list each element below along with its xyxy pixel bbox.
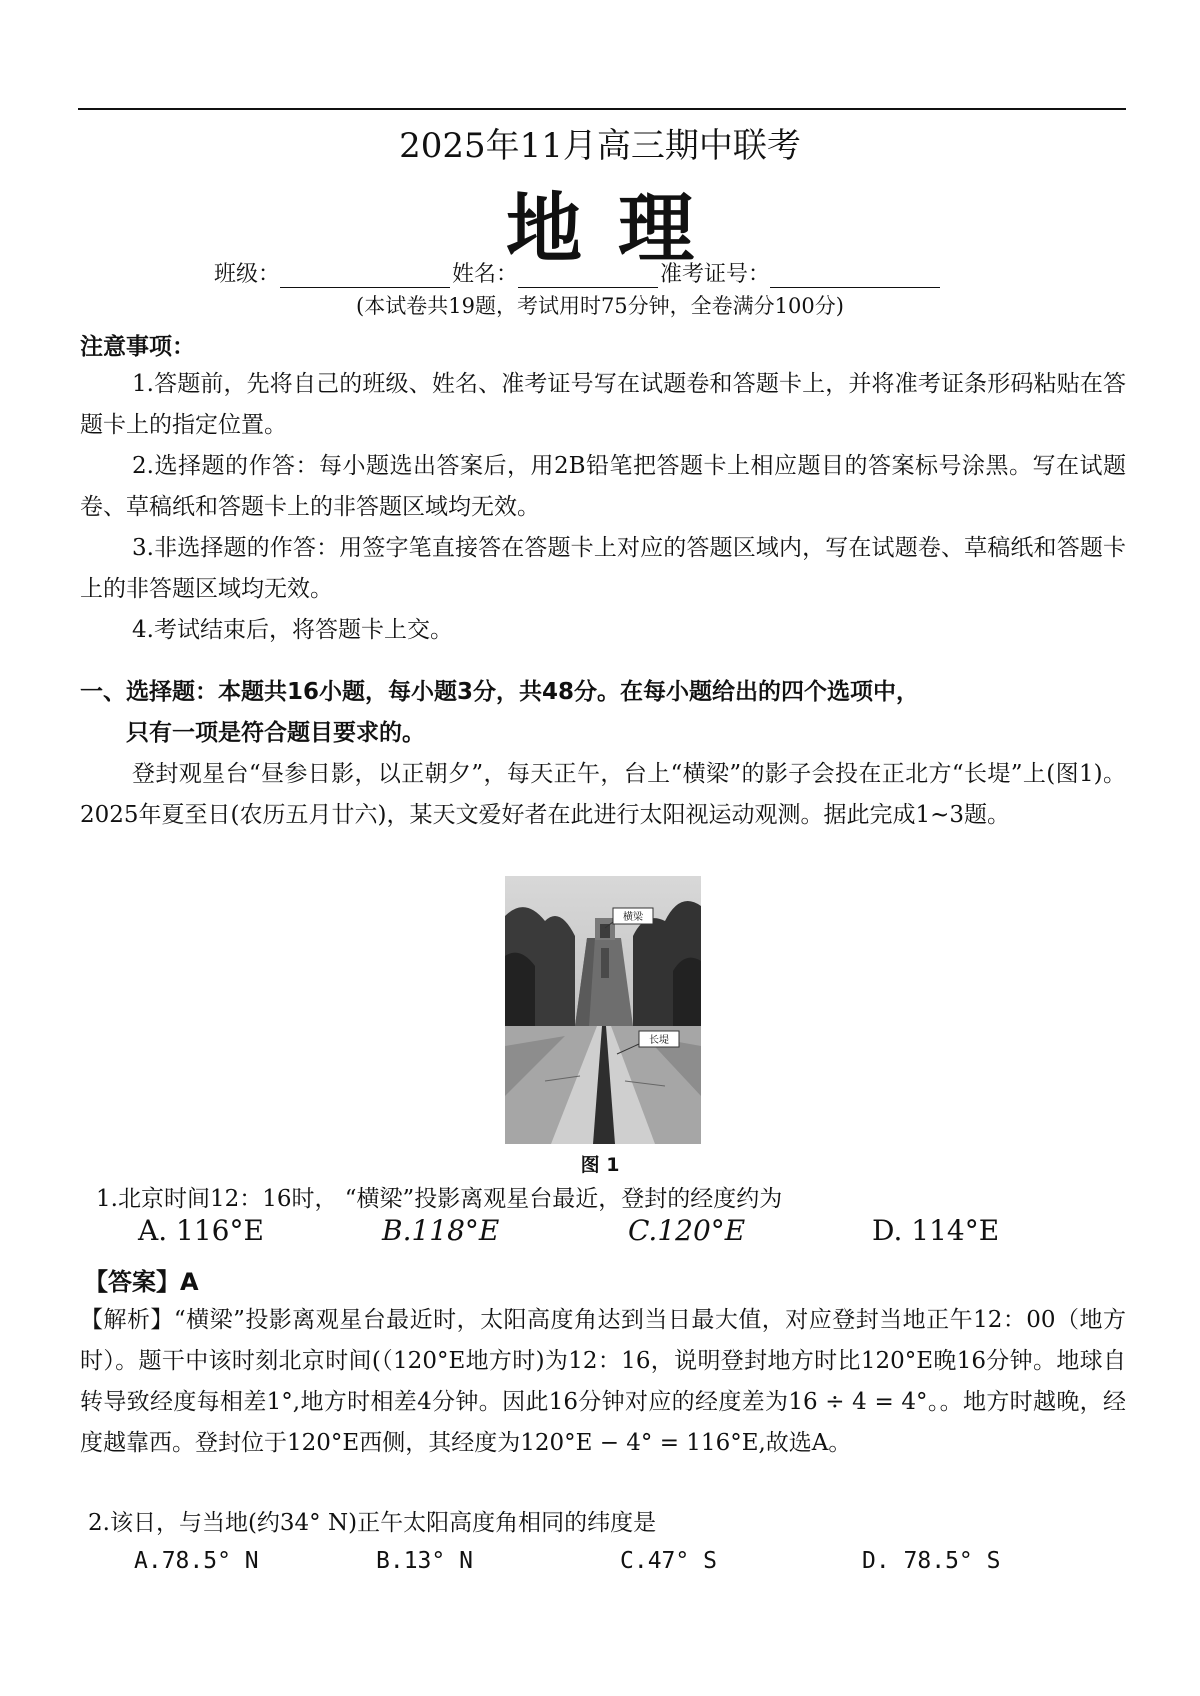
figure-caption: 图 1 [580, 1154, 620, 1176]
observatory-illustration [505, 876, 701, 1144]
q2-option-d[interactable]: D. 78.5° S [862, 1548, 1001, 1574]
section-heading-line2: 只有一项是符合题目要求的。 [126, 720, 425, 746]
subject-title: 地理 [506, 184, 730, 273]
observatory-photo [505, 876, 701, 1144]
notice-item-3: 3.非选择题的作答：用签字笔直接答在答题卡上对应的答题区域内，写在试题卷、草稿纸和答题卡上的非答题区域均无效。 [80, 535, 1126, 602]
beam-label: 横梁 [623, 912, 643, 923]
exam-info: (本试卷共19题，考试用时75分钟，全卷满分100分) [356, 294, 844, 318]
q1-analysis: 【解析】“横梁”投影离观星台最近时，太阳高度角达到当日最大值，对应登封当地正午12：00（地方时）。题干中该时刻北京时间(（120°E地方时)为12：16，说明登封地方时比120°E晚16分钟。地球自转导致经度每相差1°,地方时相差4分钟。因此16分钟对应的经度差为16 ÷ 4 = 4°。。地方时越晚，经度越靠西。登封位于120°E西侧，其经度为120°E − 4° = 116°E,故选A。 [80, 1307, 1126, 1456]
q1-option-c[interactable]: C.120°E [628, 1214, 746, 1247]
notice-item-2: 2.选择题的作答：每小题选出答案后，用2B铅笔把答题卡上相应题目的答案标号涂黑。写在试题卷、草稿纸和答题卡上的非答题区域均无效。 [80, 453, 1126, 520]
section-heading-line1: 一、选择题：本题共16小题，每小题3分，共48分。在每小题给出的四个选项中， [80, 679, 920, 705]
id-blank[interactable] [770, 265, 940, 288]
section-heading [80, 672, 1130, 754]
top-rule [78, 108, 1126, 110]
name-blank[interactable] [518, 265, 658, 288]
id-label: 准考证号： [660, 262, 771, 287]
notice-item-4: 4.考试结束后，将答题卡上交。 [132, 617, 453, 643]
student-fields [214, 257, 942, 288]
notice-heading: 注意事项： [80, 334, 195, 360]
q2-text: 2.该日，与当地(约34° N)正午太阳高度角相同的纬度是 [88, 1510, 657, 1536]
q1-text: 1.北京时间12：16时， “横梁”投影离观星台最近，登封的经度约为 [96, 1186, 783, 1212]
class-blank[interactable] [280, 265, 450, 288]
q2-option-b[interactable]: B.13° N [376, 1548, 473, 1574]
class-label: 班级： [214, 262, 281, 287]
q1-answer: 【答案】A [84, 1268, 199, 1296]
notice-item-1: 1.答题前，先将自己的班级、姓名、准考证号写在试题卷和答题卡上，并将准考证条形码粘贴在答题卡上的指定位置。 [80, 371, 1126, 438]
q1-option-a[interactable]: A. 116°E [138, 1214, 264, 1247]
q1-option-b[interactable]: B.118°E [382, 1214, 500, 1247]
dike-label: 长堤 [649, 1035, 669, 1046]
question-stem: 登封观星台“昼参日影，以正朝夕”，每天正午，台上“横梁”的影子会投在正北方“长堤”上(图1)。2025年夏至日(农历五月廿六)，某天文爱好者在此进行太阳视运动观测。据此完成1~3题。 [80, 761, 1126, 828]
q2-option-c[interactable]: C.47° S [620, 1548, 717, 1574]
exam-title: 2025年11月高三期中联考 [399, 126, 801, 166]
q2-option-a[interactable]: A.78.5° N [134, 1548, 259, 1574]
q1-option-d[interactable]: D. 114°E [872, 1214, 1000, 1247]
name-label: 姓名： [452, 262, 519, 287]
